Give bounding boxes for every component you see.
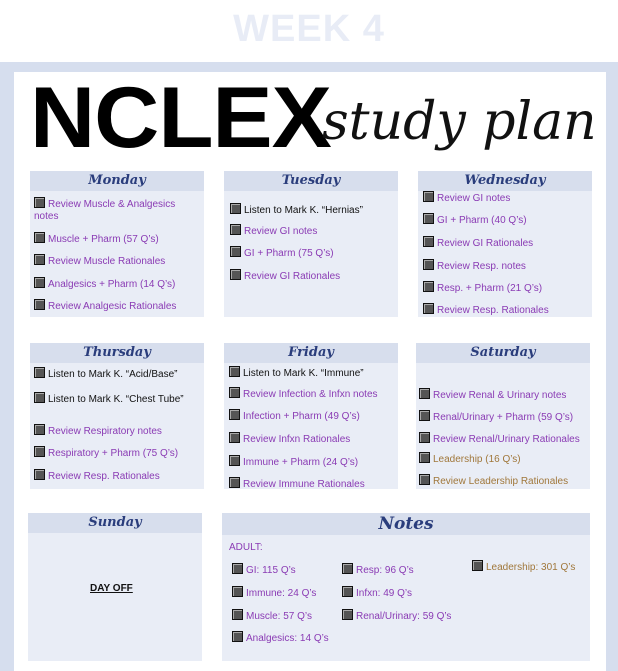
list-item[interactable]: Infection + Pharm (49 Q’s): [229, 409, 360, 423]
checkbox-icon[interactable]: [230, 269, 241, 280]
list-item[interactable]: Immune + Pharm (24 Q’s): [229, 455, 358, 469]
checkbox-icon[interactable]: [232, 631, 243, 642]
checkbox-icon[interactable]: [419, 432, 430, 443]
list-item[interactable]: Review GI Rationales: [423, 236, 533, 250]
list-item[interactable]: Muscle: 57 Q’s: [232, 609, 312, 623]
checkbox-icon[interactable]: [229, 477, 240, 488]
list-item[interactable]: Analgesics: 14 Q’s: [232, 631, 329, 645]
checkbox-icon[interactable]: [423, 259, 434, 270]
checkbox-icon[interactable]: [229, 455, 240, 466]
checkbox-icon[interactable]: [230, 224, 241, 235]
checkbox-icon[interactable]: [232, 609, 243, 620]
checkbox-icon[interactable]: [232, 563, 243, 574]
list-item[interactable]: Respiratory + Pharm (75 Q’s): [34, 446, 178, 460]
list-item[interactable]: Review Muscle & Analgesics notes: [34, 199, 176, 222]
checkbox-icon[interactable]: [419, 388, 430, 399]
list-item[interactable]: Review Muscle Rationales: [34, 254, 165, 268]
checkbox-icon[interactable]: [342, 563, 353, 574]
list-item[interactable]: GI: 115 Q’s: [232, 563, 296, 577]
list-item[interactable]: GI + Pharm (75 Q’s): [230, 246, 334, 260]
title-main: NCLEX: [30, 70, 331, 166]
checkbox-icon[interactable]: [423, 281, 434, 292]
list-item[interactable]: Listen to Mark K. “Hernias”: [230, 203, 363, 217]
checkbox-icon[interactable]: [472, 560, 483, 571]
list-item[interactable]: Review Infxn Rationales: [229, 432, 350, 446]
list-item[interactable]: Listen to Mark K. “Chest Tube”: [34, 392, 194, 406]
checkbox-icon[interactable]: [419, 410, 430, 421]
list-item[interactable]: Renal/Urinary + Pharm (59 Q’s): [419, 410, 573, 424]
list-item[interactable]: Listen to Mark K. “Acid/Base”: [34, 367, 178, 381]
list-item[interactable]: Review GI notes: [423, 191, 510, 205]
list-item[interactable]: Leadership: 301 Q’s: [472, 560, 575, 574]
list-item[interactable]: Review Analgesic Rationales: [34, 299, 176, 313]
checkbox-icon[interactable]: [230, 246, 241, 257]
checkbox-icon[interactable]: [34, 392, 45, 403]
checkbox-icon[interactable]: [34, 232, 45, 243]
list-item[interactable]: Review Renal & Urinary notes: [419, 388, 566, 402]
list-item[interactable]: Infxn: 49 Q’s: [342, 586, 412, 600]
checkbox-icon[interactable]: [230, 203, 241, 214]
checkbox-icon[interactable]: [342, 609, 353, 620]
checkbox-icon[interactable]: [34, 197, 45, 208]
title-banner: [30, 70, 600, 166]
checkbox-icon[interactable]: [423, 191, 434, 202]
title-script: study plan: [322, 92, 597, 152]
thursday-header: Thursday: [30, 343, 204, 363]
list-item[interactable]: Renal/Urinary: 59 Q’s: [342, 609, 451, 623]
checkbox-icon[interactable]: [34, 254, 45, 265]
notes-heading: ADULT:: [229, 542, 263, 553]
list-item[interactable]: Review Immune Rationales: [229, 477, 365, 491]
thursday-card: [30, 343, 204, 489]
checkbox-icon[interactable]: [229, 366, 240, 377]
checkbox-icon[interactable]: [34, 277, 45, 288]
checkbox-icon[interactable]: [419, 474, 430, 485]
friday-card: [224, 343, 398, 489]
list-item[interactable]: Review Resp. Rationales: [34, 469, 160, 483]
list-item[interactable]: Immune: 24 Q’s: [232, 586, 316, 600]
checkbox-icon[interactable]: [34, 424, 45, 435]
checkbox-icon[interactable]: [34, 469, 45, 480]
list-item[interactable]: Muscle + Pharm (57 Q’s): [34, 232, 159, 246]
monday-header: Monday: [30, 171, 204, 191]
list-item[interactable]: Review Infection & Infxn notes: [229, 387, 378, 401]
checkbox-icon[interactable]: [34, 299, 45, 310]
checkbox-icon[interactable]: [423, 303, 434, 314]
sunday-card: [28, 513, 202, 661]
monday-card: [30, 171, 204, 317]
checkbox-icon[interactable]: [229, 387, 240, 398]
list-item[interactable]: Review Resp. notes: [423, 259, 526, 273]
checkbox-icon[interactable]: [419, 452, 430, 463]
wednesday-header: Wednesday: [418, 171, 592, 191]
list-item[interactable]: Analgesics + Pharm (14 Q’s): [34, 277, 175, 291]
list-item[interactable]: GI + Pharm (40 Q’s): [423, 213, 527, 227]
tuesday-header: Tuesday: [224, 171, 398, 191]
list-item[interactable]: Leadership (16 Q’s): [419, 452, 521, 466]
checkbox-icon[interactable]: [34, 367, 45, 378]
checkbox-icon[interactable]: [34, 446, 45, 457]
day-off-label: DAY OFF: [90, 583, 133, 594]
checkbox-icon[interactable]: [232, 586, 243, 597]
week-label: WEEK 4: [233, 8, 385, 50]
list-item[interactable]: Review GI Rationales: [230, 269, 340, 283]
list-item[interactable]: Resp: 96 Q’s: [342, 563, 414, 577]
list-item[interactable]: Review Respiratory notes: [34, 424, 162, 438]
notes-card: [222, 513, 590, 661]
saturday-card: [416, 343, 590, 489]
checkbox-icon[interactable]: [423, 213, 434, 224]
tuesday-card: [224, 171, 398, 317]
list-item[interactable]: Review Renal/Urinary Rationales: [419, 432, 580, 446]
list-item[interactable]: Listen to Mark K. “Immune”: [229, 366, 364, 380]
saturday-header: Saturday: [416, 343, 590, 363]
wednesday-card: [418, 171, 592, 317]
checkbox-icon[interactable]: [342, 586, 353, 597]
notes-header: Notes: [222, 513, 590, 535]
checkbox-icon[interactable]: [423, 236, 434, 247]
sunday-header: Sunday: [28, 513, 202, 533]
checkbox-icon[interactable]: [229, 409, 240, 420]
list-item[interactable]: Review GI notes: [230, 224, 317, 238]
list-item[interactable]: Resp. + Pharm (21 Q’s): [423, 281, 542, 295]
friday-header: Friday: [224, 343, 398, 363]
checkbox-icon[interactable]: [229, 432, 240, 443]
list-item[interactable]: Review Resp. Rationales: [423, 303, 549, 317]
list-item[interactable]: Review Leadership Rationales: [419, 474, 568, 488]
